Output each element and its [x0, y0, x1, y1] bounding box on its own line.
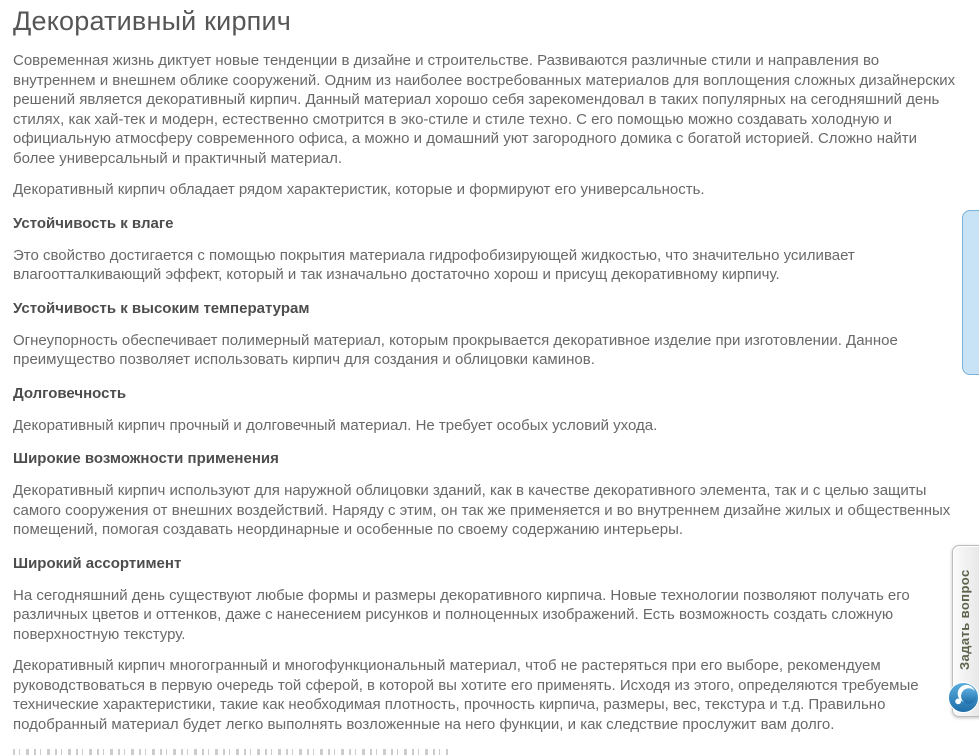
clipped-text-line	[13, 749, 448, 755]
collapsed-blue-tab[interactable]	[962, 210, 979, 375]
section-body-applications: Декоративный кирпич используют для наружной облицовки зданий, как в качестве декоративного элемента, так и с целью защиты самого сооружения от внешних воздействий. Наряду с этим, он так же применяется и во внутреннем дизайне жилых и общественных помещений, помогая создавать неординарные и особенные по своему содержанию интерьеры.	[13, 482, 951, 538]
conclusion-paragraph: Декоративный кирпич многогранный и многофункциональный материал, чтоб не растеряться при его выборе, рекомендуем руководствоваться в первую очередь той сферой, в которой вы хотите его применять. Исходя из этого, определяются требуемые технические характеристики, такие как необходимая плотность, прочность кирпича, размеры, вес, текстура и т.д. Правильно подобранный материал будет легко выполнять возложенные на него функции, и как следствие прослужит вам долго.	[13, 657, 919, 733]
section-heading-assortment: Широкий ассортимент	[13, 554, 182, 572]
ask-question-tab[interactable]	[952, 545, 979, 717]
section-heading-applications: Широкие возможности применения	[13, 450, 279, 467]
section-heading-durability: Долговечность	[13, 384, 127, 402]
chat-bubble-icon	[948, 682, 979, 713]
section-body-moisture: Это свойство достигается с помощью покрытия материала гидрофобизирующей жидкостью, что значительно усиливает влагоотталкивающий эффект, который и так изначально достаточно хорош и присущ декоративному кирпичу.	[13, 246, 855, 283]
ask-question-label: Задать вопрос	[957, 569, 972, 671]
article-content	[13, 2, 957, 746]
section-heading-moisture: Устойчивость к влаге	[13, 214, 174, 232]
intro-paragraph: Современная жизнь диктует новые тенденции в дизайне и строительстве. Развиваются различные стили и направления во внутреннем и внешнем облике сооружений. Одним из наиболее востребованных материалов для воплощения сложных дизайнерских решений является декоративный кирпич. Данный материал хорошо себя зарекомендовал в таких популярных на сегодняшний день стилях, как хай-тек и модерн, естественно смотрится в эко-стиле и стиле техно. С его помощью можно создавать холодную и официальную атмосферу современного офиса, а можно и домашний уют загородного домика с богатой историей. Сложно найти более универсальный и практичный материал.	[13, 52, 956, 167]
lead-paragraph: Декоративный кирпич обладает рядом характеристик, которые и формируют его универсальность.	[13, 181, 705, 198]
section-body-durability: Декоративный кирпич прочный и долговечный материал. Не требует особых условий ухода.	[13, 416, 658, 434]
page-title: Декоративный кирпич	[13, 6, 292, 36]
section-heading-temperature: Устойчивость к высоким температурам	[13, 299, 310, 317]
section-body-assortment: На сегодняшний день существуют любые формы и размеры декоративного кирпича. Новые технологии позволяют получать его различных цветов и оттенков, даже с нанесением рисунков и полноценных изображений. Есть возможность создать сложную поверхностную текстуру.	[13, 586, 910, 643]
section-body-temperature: Огнеупорность обеспечивает полимерный материал, которым прокрывается декоративное изделие при изготовлении. Данное преимущество позволяет использовать кирпич для создания и облицовки каминов.	[13, 331, 898, 368]
